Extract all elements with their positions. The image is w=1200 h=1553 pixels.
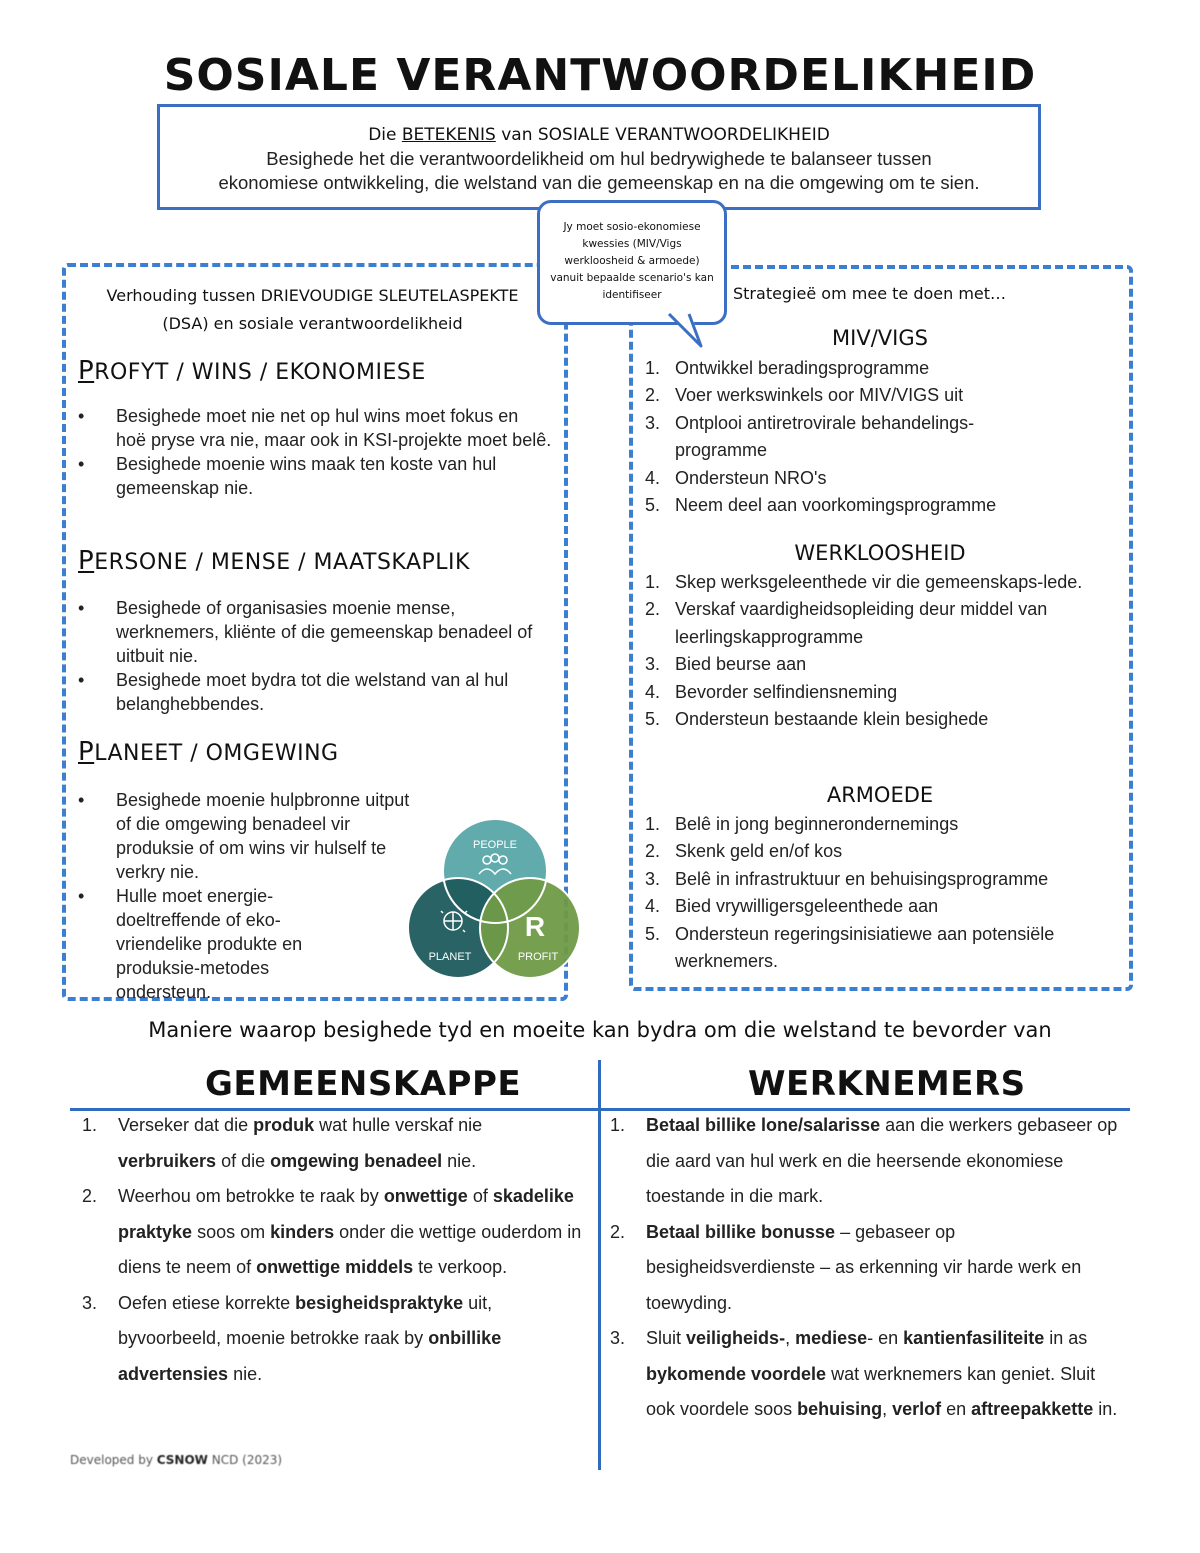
list-item-number: 1. <box>610 1115 626 1135</box>
bubble-line: identifiseer <box>602 289 662 301</box>
column-divider-vertical <box>598 1060 601 1470</box>
list-item: 2. Voer werkswinkels oor MIV/VIGS uit <box>645 385 964 406</box>
planet-title-initial: P <box>78 737 95 767</box>
bold-term: Betaal billike lone/salarisse <box>646 1115 881 1135</box>
list-item: 1. Skep werksgeleenthede vir die gemeenskaps-lede. <box>645 572 1083 592</box>
definition-heading <box>160 125 1038 145</box>
list-item-text: Sluit <box>646 1328 687 1348</box>
list-item: 1. Belê in jong beginnerondernemings <box>645 814 959 834</box>
bold-term: verlof <box>892 1399 942 1419</box>
list-item-text: in as <box>1044 1328 1088 1348</box>
list-item-text: Ondersteun NRO's <box>675 467 827 488</box>
page-title: SOSIALE VERANTWOORDELIKHEID <box>163 50 1037 101</box>
bold-term: mediese <box>795 1328 868 1348</box>
list-item-text: uit, byvoorbeeld, moenie betrokke raak by <box>118 1292 493 1348</box>
employees-title: WERKNEMERS <box>748 1064 1026 1104</box>
list-item <box>82 1179 582 1286</box>
list-item-text: aan die werkers gebaseer op die aard van hul werk en die heersende ekonomiese toestande in die mark. <box>646 1115 1118 1206</box>
list-item-text: Bied vrywilligersgeleenthede aan <box>675 896 939 917</box>
list-item-text: - en <box>867 1328 904 1348</box>
definition-heading-underlined: BETEKENIS <box>401 125 496 145</box>
list-item-number: 1. <box>82 1115 98 1135</box>
speech-bubble <box>537 200 727 325</box>
definition-line-1: Besighede het die verantwoordelikheid om hul bedrywighede te balanseer tussen <box>266 148 932 169</box>
list-item-text: wat hulle verskaf nie <box>314 1115 483 1135</box>
profit-section-title <box>78 356 426 386</box>
definition-line-2: ekonomiese ontwikkeling, die welstand van die gemeenskap en na die omgewing om te sien. <box>218 172 980 193</box>
list-item-text: Neem deel aan voorkomingsprogramme <box>675 495 997 516</box>
communities-title: GEMEENSKAPPE <box>205 1064 522 1104</box>
bold-term: behuising <box>797 1399 883 1419</box>
hiv-aids-list <box>645 355 1115 519</box>
list-item: 5. Ondersteun bestaande klein besighede <box>645 709 989 730</box>
bold-term: verbruikers <box>118 1150 217 1171</box>
list-item-number: 2. <box>82 1186 98 1206</box>
list-item: 3. Belê in infrastruktuur en behuisingsprogramme <box>645 868 1049 889</box>
profit-title-initial: P <box>78 356 95 386</box>
list-item: • Besighede of organisasies moenie mense, werknemers, kliënte of die gemeenskap benadeel of uitbuit nie. <box>78 596 548 668</box>
list-item-number: 3. <box>82 1292 98 1313</box>
list-item: 1. Ontwikkel beradingsprogramme <box>645 358 930 378</box>
hiv-aids-title: MIV/VIGS <box>832 326 928 350</box>
list-item-text: Belê in infrastruktuur en behuisingsprogramme <box>675 868 1049 889</box>
footer-brand: CSNOW <box>156 1453 208 1467</box>
ways-heading: Maniere waarop besighede tyd en moeite kan bydra om die welstand te bevorder van <box>148 1018 1052 1042</box>
unemployment-title: WERKLOOSHEID <box>794 541 966 565</box>
list-item: 5. Ondersteun regeringsinisiatiewe aan potensiële werknemers. <box>645 923 1055 972</box>
people-section-title <box>78 546 470 576</box>
list-item-text: Weerhou om betrokke te raak by <box>118 1186 384 1206</box>
list-item: • Hulle moet energie-doeltreffende of eko-vriendelike produkte en produksie-metodes ondersteun. <box>78 884 343 1004</box>
definition-box <box>157 104 1041 210</box>
poverty-list <box>645 811 1115 975</box>
venn-people-label: PEOPLE <box>472 839 518 851</box>
list-item: • Besighede moenie wins maak ten koste van hul gemeenskap nie. <box>78 452 553 500</box>
list-item-text: – gebaseer op besigheidsverdienste – as erkenning vir harde werk en toewyding. <box>646 1221 1082 1313</box>
speech-bubble-tail <box>665 313 705 349</box>
list-item-text: Skep werksgeleenthede vir die gemeenskaps-lede. <box>675 572 1083 592</box>
list-item <box>610 1108 1122 1215</box>
unemployment-list <box>645 569 1115 733</box>
list-item-text: Ondersteun regeringsinisiatiewe aan potensiële werknemers. <box>675 923 1055 972</box>
bold-term: besigheidspraktyke <box>295 1292 464 1313</box>
employees-list <box>610 1108 1122 1428</box>
planet-title-rest: LANEET / OMGEWING <box>94 741 339 766</box>
list-item-text: of <box>467 1186 493 1206</box>
strategies-heading: Strategieë om mee te doen met… <box>733 284 1007 303</box>
list-item <box>82 1286 582 1393</box>
planet-bullets <box>78 788 418 1004</box>
triple-bottom-line-heading-line-1: Verhouding tussen DRIEVOUDIGE SLEUTELASPEKTE <box>106 286 519 305</box>
communities-list <box>82 1108 582 1392</box>
list-item-text: en <box>941 1399 972 1419</box>
list-item-text: Bied beurse aan <box>675 654 807 675</box>
list-item-text: of die <box>216 1150 271 1171</box>
list-item: 2. Skenk geld en/of kos <box>645 841 843 862</box>
bold-term: kantienfasiliteite <box>903 1328 1045 1348</box>
people-title-rest: ERSONE / MENSE / MAATSKAPLIK <box>94 550 470 575</box>
bubble-line: vanuit bepaalde scenario's kan <box>550 272 714 284</box>
triple-bottom-line-heading <box>80 282 545 338</box>
bold-term: aftreepakkette <box>971 1399 1094 1419</box>
bubble-line: werkloosheid & armoede) <box>564 255 700 267</box>
list-item-text: , <box>785 1328 796 1348</box>
venn-profit-letter: R <box>524 911 546 942</box>
list-item <box>610 1215 1122 1322</box>
list-item-text: te verkoop. <box>413 1257 508 1277</box>
bold-term: produk <box>253 1115 315 1135</box>
triple-bottom-line-venn <box>405 818 585 978</box>
venn-profit-label: PROFIT <box>517 951 559 963</box>
list-item-text: nie. <box>442 1150 477 1171</box>
list-item: • Besighede moenie hulpbronne uitput of die omgewing benadeel vir produksie of om wins vir hulself te verkry nie. <box>78 788 418 884</box>
list-item: 3. Ontplooi antiretrovirale behandelings-programme <box>645 412 975 461</box>
list-item-text: onder die wettige ouderdom in diens te neem of <box>118 1221 582 1277</box>
bold-term: bykomende voordele <box>646 1363 827 1384</box>
list-item-text: Voer werkswinkels oor MIV/VIGS uit <box>675 385 964 406</box>
list-item-text: Verseker dat die <box>118 1115 254 1135</box>
list-item-text: Skenk geld en/of kos <box>675 841 843 862</box>
list-item-text: Belê in jong beginnerondernemings <box>675 814 959 834</box>
list-item: 4. Bevorder selfindiensneming <box>645 681 898 702</box>
people-bullets <box>78 596 548 716</box>
bold-term: onbillike advertensies <box>118 1328 502 1384</box>
bold-term: Betaal billike bonusse <box>646 1221 836 1242</box>
list-item-text: , <box>882 1399 893 1419</box>
footer-pre: Developed by <box>70 1453 157 1467</box>
bold-term: kinders <box>270 1221 335 1242</box>
definition-heading-post: van SOSIALE VERANTWOORDELIKHEID <box>495 125 830 145</box>
venn-planet-label: PLANET <box>428 951 472 963</box>
list-item: 4. Ondersteun NRO's <box>645 467 827 488</box>
list-item: 4. Bied vrywilligersgeleenthede aan <box>645 896 939 917</box>
list-item-text: Ontwikkel beradingsprogramme <box>675 358 930 378</box>
poverty-title: ARMOEDE <box>826 783 934 807</box>
list-item-text: nie. <box>228 1363 263 1384</box>
list-item-number: 3. <box>610 1328 626 1348</box>
list-item-text: Verskaf vaardigheidsopleiding deur middel van leerlingskapprogramme <box>675 599 1048 647</box>
list-item-text: Ontplooi antiretrovirale behandelings-programme <box>675 412 975 461</box>
bold-term: veiligheids- <box>686 1328 786 1348</box>
list-item: 3. Bied beurse aan <box>645 654 807 675</box>
planet-section-title <box>78 737 339 767</box>
list-item-text: Bevorder selfindiensneming <box>675 681 898 702</box>
list-item <box>610 1321 1122 1428</box>
footer-post: NCD (2023) <box>207 1453 283 1467</box>
bold-term: onwettige <box>383 1186 468 1206</box>
list-item-text: wat werknemers kan geniet. Sluit ook voordele soos <box>646 1363 1096 1419</box>
profit-title-rest: ROFYT / WINS / EKONOMIESE <box>94 360 426 385</box>
footer-credit <box>70 1453 282 1467</box>
bubble-line: Jy moet sosio-ekonomiese <box>563 221 701 233</box>
list-item-text: soos om <box>192 1221 271 1242</box>
bold-term: omgewing benadeel <box>270 1150 443 1171</box>
list-item-number: 2. <box>610 1221 626 1242</box>
triple-bottom-line-heading-line-2: (DSA) en sosiale verantwoordelikheid <box>162 314 463 333</box>
list-item <box>82 1108 582 1179</box>
list-item: • Besighede moet nie net op hul wins moet fokus en hoë pryse vra nie, maar ook in KSI-projekte moet belê. <box>78 404 553 452</box>
list-item: 2. Verskaf vaardigheidsopleiding deur middel van leerlingskapprogramme <box>645 599 1048 647</box>
definition-heading-pre: Die <box>368 125 402 145</box>
bold-term: onwettige middels <box>256 1257 414 1277</box>
people-title-initial: P <box>78 546 95 576</box>
bubble-line: kwessies (MIV/Vigs <box>582 238 682 250</box>
bold-term: skadelike praktyke <box>118 1186 574 1242</box>
profit-bullets <box>78 404 553 500</box>
list-item: • Besighede moet bydra tot die welstand van al hul belanghebbendes. <box>78 668 548 716</box>
list-item-text: Ondersteun bestaande klein besighede <box>675 709 989 730</box>
list-item-text: in. <box>1093 1399 1118 1419</box>
list-item-text: Oefen etiese korrekte <box>118 1292 296 1313</box>
list-item: 5. Neem deel aan voorkomingsprogramme <box>645 495 997 516</box>
